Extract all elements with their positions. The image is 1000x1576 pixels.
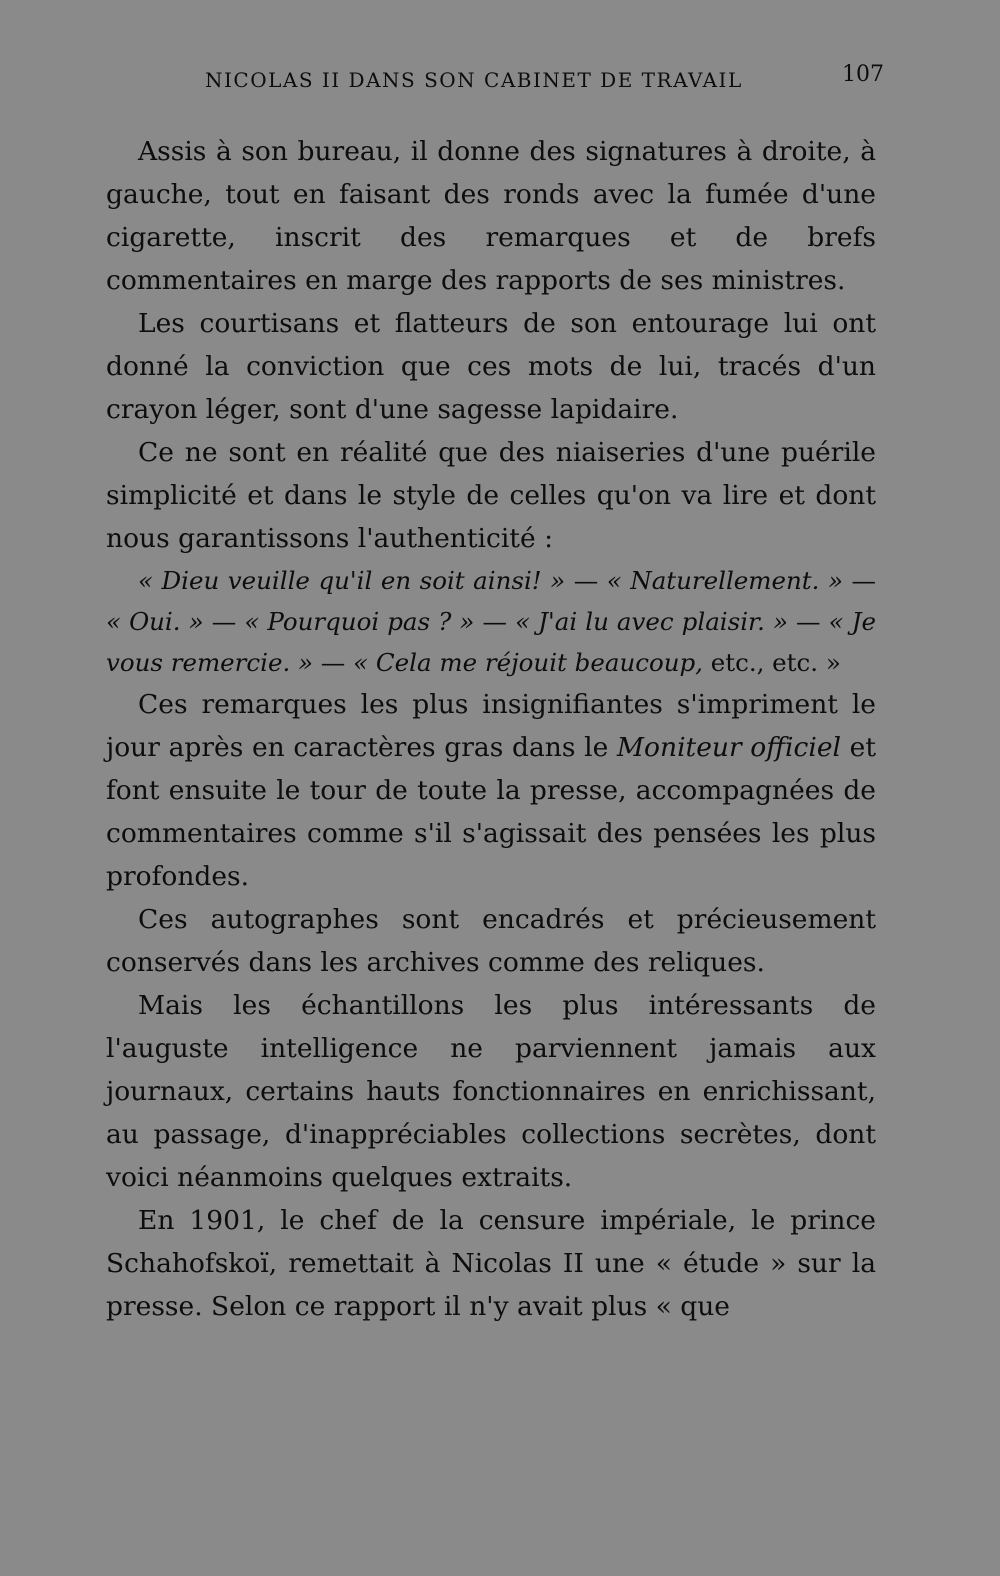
page-number: 107	[842, 62, 884, 87]
body-text	[106, 130, 876, 1328]
quote-separator: —	[474, 607, 516, 636]
quote-item: « Pourquoi pas ? »	[244, 607, 475, 636]
quote-separator: —	[313, 648, 354, 677]
paragraph: Les courtisans et flatteurs de son entourage lui ont donné la conviction que ces mots de lui, tracés d'un crayon léger, sont d'une sagesse lapidaire.	[106, 308, 876, 425]
quote-tail: etc., etc. »	[702, 648, 841, 677]
quote-item: « Oui. »	[106, 607, 204, 636]
quote-item: « Cela me réjouit beaucoup,	[353, 648, 703, 677]
paragraph: Mais les échantillons les plus intéressants de l'auguste intelligence ne parviennent jamais aux journaux, certains hauts fonctionnaires en enrichissant, au passage, d'inappréciables collections secrètes, dont voici néanmoins quelques extraits.	[106, 990, 876, 1193]
paragraph: Assis à son bureau, il donne des signatures à droite, à gauche, tout en faisant des ronds avec la fumée d'une cigarette, inscrit des remarques et de brefs commentaires en marge des rapports de ses ministres.	[106, 136, 876, 296]
quote-item: « Dieu veuille qu'il en soit ainsi! »	[138, 566, 566, 595]
paragraph-text: et font ensuite le tour de toute la presse, accompagnées de commentaires comme s'il s'agissait des pensées les plus profondes.	[106, 732, 876, 892]
running-title: NICOLAS II DANS SON CABINET DE TRAVAIL	[205, 68, 743, 92]
quote-separator: —	[842, 566, 876, 595]
quote-item: « Naturellement. »	[606, 566, 843, 595]
paragraph: En 1901, le chef de la censure impériale, le prince Schahofskoï, remettait à Nicolas II une « étude » sur la presse. Selon ce rapport il n'y avait plus « que	[106, 1205, 876, 1322]
quote-item: « Je vous remercie. »	[106, 607, 877, 677]
quote-separator: —	[565, 566, 607, 595]
paragraph: Ce ne sont en réalité que des niaiseries d'une puérile simplicité et dans le style de celles qu'on va lire et dont nous garantissons l'authenticité :	[106, 437, 876, 554]
quote-separator: —	[787, 607, 829, 636]
paragraph	[106, 683, 876, 898]
newspaper-title: Moniteur officiel	[616, 732, 841, 763]
quote-item: « J'ai lu avec plaisir. »	[515, 607, 788, 636]
paragraph: Ces autographes sont encadrés et précieusement conservés dans les archives comme des reliques.	[106, 904, 876, 978]
paragraph-text: Ces remarques les plus insignifiantes s'impriment le jour après en caractères gras dans le	[106, 689, 876, 763]
quote-separator: —	[203, 607, 245, 636]
quote-block	[106, 560, 876, 683]
